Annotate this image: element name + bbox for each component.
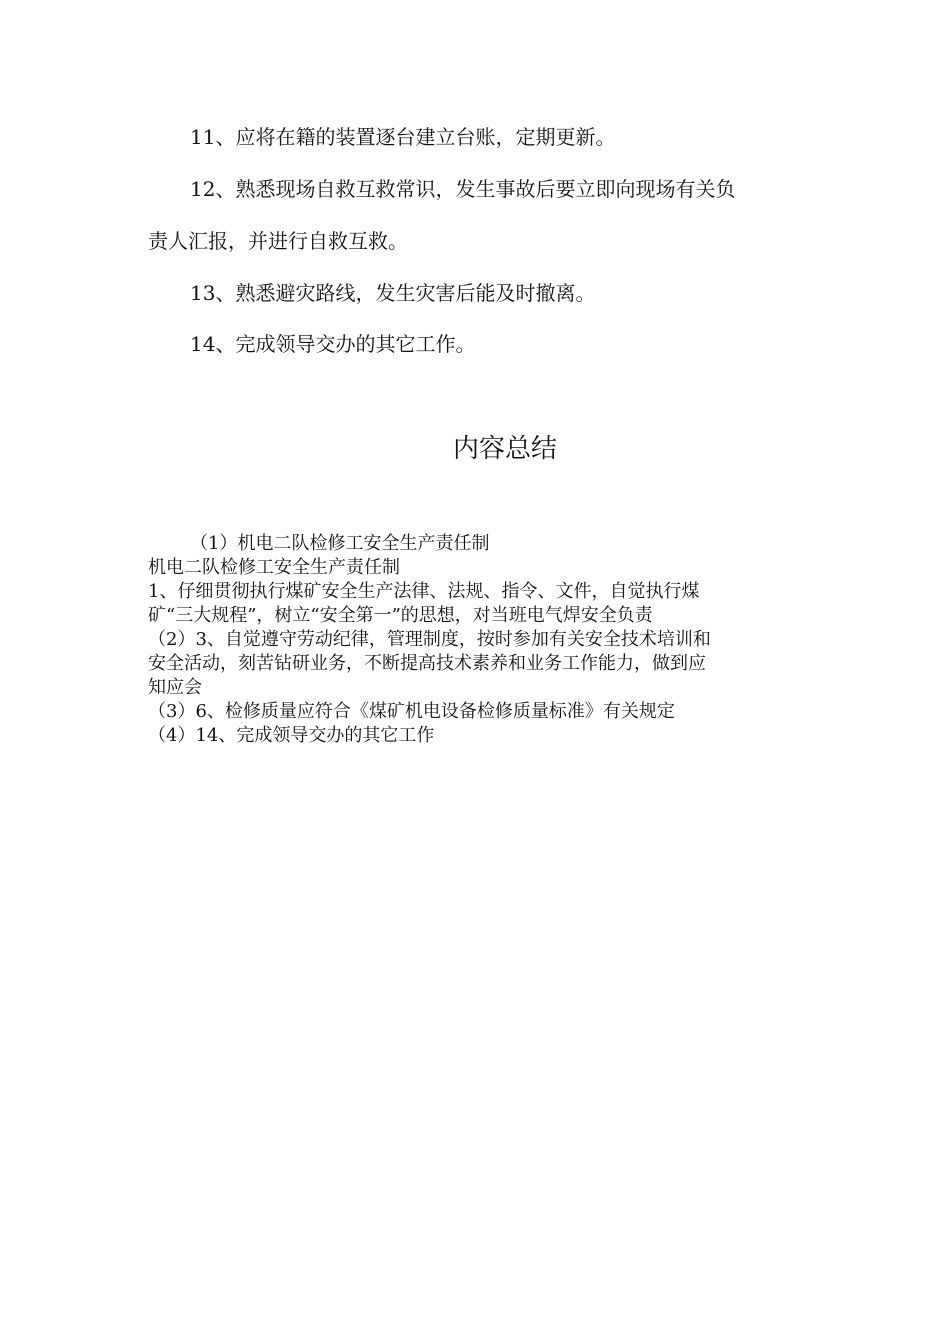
- summary-title: 内容总结: [452, 434, 557, 464]
- summary-line-9: （4）14、完成领导交办的其它工作: [148, 725, 435, 746]
- paragraph-item-13: 13、熟悉避灾路线，发生灾害后能及时撤离。: [190, 281, 596, 305]
- paragraph-item-12-line2: 责人汇报，并进行自救互救。: [148, 229, 408, 253]
- summary-line-6: 安全活动，刻苦钻研业务，不断提高技术素养和业务工作能力，做到应: [148, 653, 706, 674]
- summary-line-5: （2）3、自觉遵守劳动纪律，管理制度，按时参加有关安全技术培训和: [148, 629, 711, 650]
- summary-line-1: （1）机电二队检修工安全生产责任制: [190, 533, 490, 554]
- summary-line-3: 1、仔细贯彻执行煤矿安全生产法律、法规、指令、文件，自觉执行煤: [148, 581, 700, 602]
- summary-line-7: 知应会: [148, 677, 202, 698]
- paragraph-item-14: 14、完成领导交办的其它工作。: [190, 332, 476, 356]
- summary-line-2: 机电二队检修工安全生产责任制: [148, 557, 400, 578]
- paragraph-item-11: 11、应将在籍的装置逐台建立台账，定期更新。: [190, 125, 616, 149]
- paragraph-item-12-line1: 12、熟悉现场自救互救常识，发生事故后要立即向现场有关负: [190, 177, 736, 201]
- summary-line-8: （3）6、检修质量应符合《煤矿机电设备检修质量标准》有关规定: [148, 701, 675, 722]
- summary-line-4: 矿“三大规程”，树立“安全第一”的思想，对当班电气焊安全负责: [148, 605, 653, 626]
